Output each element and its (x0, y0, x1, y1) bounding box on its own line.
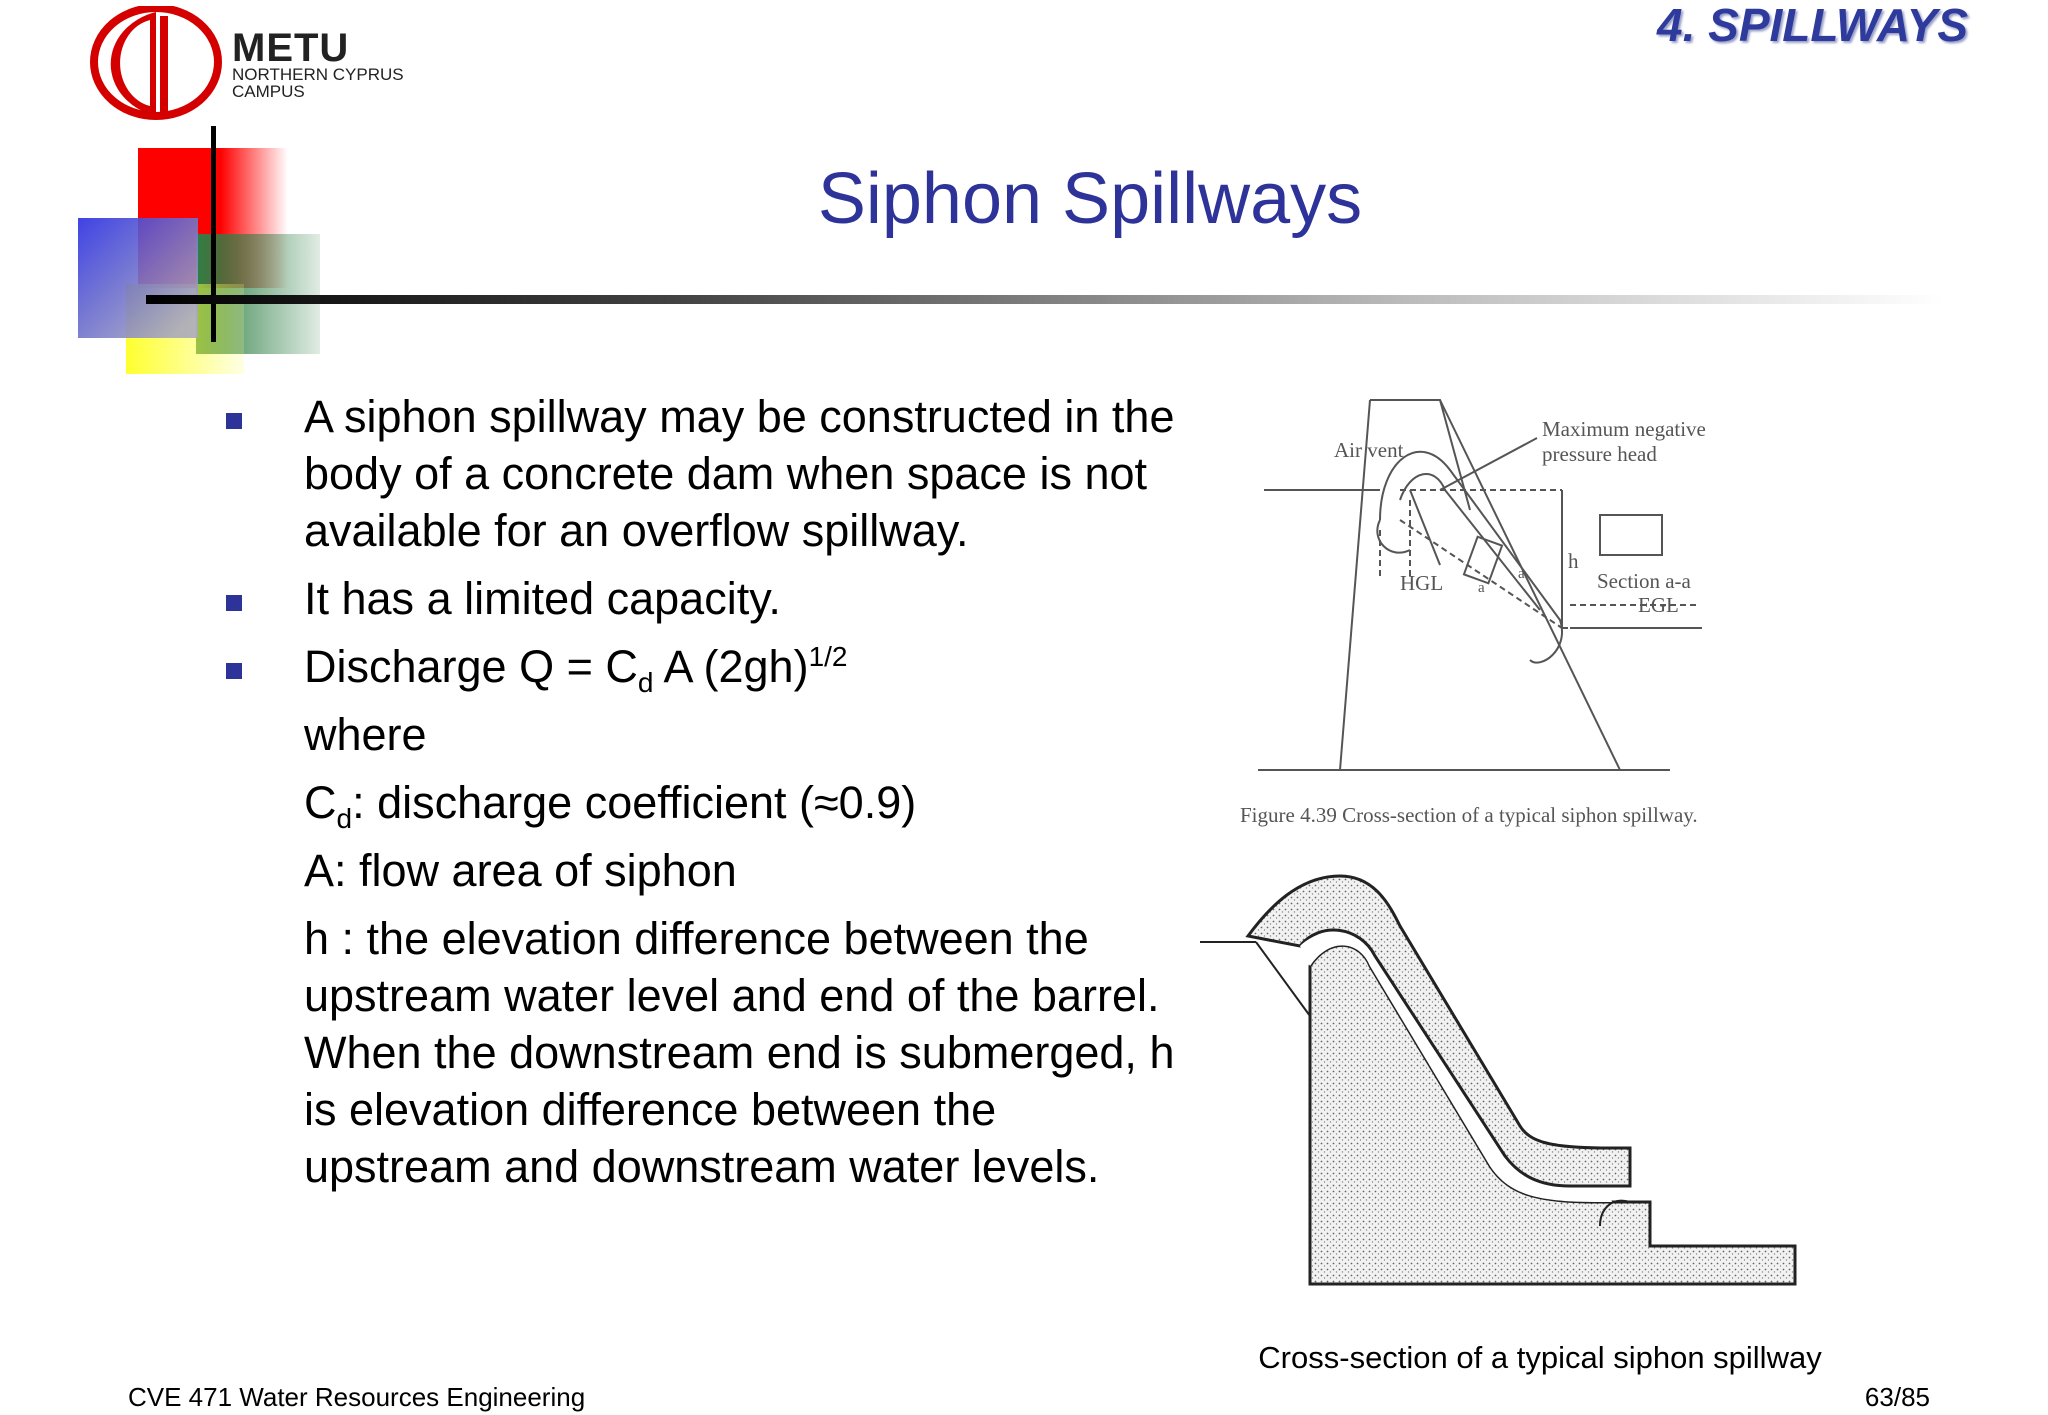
siphon-cross-section-figure (1200, 866, 1800, 1296)
egl-label: EGL (1638, 593, 1679, 617)
cd-symbol: C (304, 777, 337, 828)
bullet-square-icon (226, 413, 242, 429)
logo-sub-line2: CAMPUS (232, 82, 305, 101)
cd-sub: d (336, 803, 353, 834)
logo-name: METU (232, 26, 350, 70)
cd-definition (226, 774, 1176, 834)
h-definition: h : the elevation difference between the upstream water level and end of the barrel. When the downstream end is submerged, h is elevation difference between the upstream and downstream water levels. (304, 913, 1175, 1192)
discharge-sub: d (637, 667, 654, 698)
footer-page-number: 63/85 (1864, 1382, 1930, 1412)
footer-course: CVE 471 Water Resources Engineering (128, 1382, 586, 1412)
decor-blue-square (78, 218, 198, 338)
discharge-mid: A (2gh) (653, 641, 809, 692)
max-neg-label-2: pressure head (1542, 442, 1657, 466)
discharge-prefix: Discharge Q = C (304, 641, 638, 692)
a-definition: A: flow area of siphon (304, 845, 737, 896)
a-marker: a (1518, 566, 1525, 582)
logo-subtitle (232, 66, 452, 100)
logo-sub-line1: NORTHERN CYPRUS (232, 65, 404, 84)
section-label-fig: Section a-a (1597, 569, 1691, 593)
cd-text: : discharge coefficient (≈0.9) (352, 777, 917, 828)
bullet-square-icon (226, 663, 242, 679)
air-vent-label: Air vent (1334, 438, 1404, 462)
siphon-diagram-figure (1240, 390, 1780, 850)
bullet-square-icon (226, 595, 242, 611)
content-body (226, 388, 1176, 1206)
where-text: where (304, 709, 427, 760)
hgl-label: HGL (1400, 571, 1444, 595)
decor-vertical-line (211, 126, 216, 342)
figure2-caption: Cross-section of a typical siphon spillway (1258, 1340, 1822, 1375)
page-title: Siphon Spillways (817, 159, 1363, 239)
bullet-item-discharge (226, 638, 1176, 698)
bullet-text: It has a limited capacity. (304, 573, 781, 624)
figure1-caption: Figure 4.39 Cross-section of a typical siphon spillway. (1240, 803, 1698, 827)
bullet-text: A siphon spillway may be constructed in the body of a concrete dam when space is not available for an overflow spillway. (304, 391, 1175, 556)
bullet-item (226, 388, 1176, 559)
bullet-item (226, 570, 1176, 627)
discharge-exponent: 1/2 (808, 641, 848, 672)
section-label: 4. SPILLWAYS (1657, 0, 1968, 51)
title-underline (146, 295, 1946, 304)
h-label: h (1568, 549, 1579, 573)
a-marker: a (1478, 580, 1485, 596)
max-neg-label-1: Maximum negative (1542, 417, 1706, 441)
